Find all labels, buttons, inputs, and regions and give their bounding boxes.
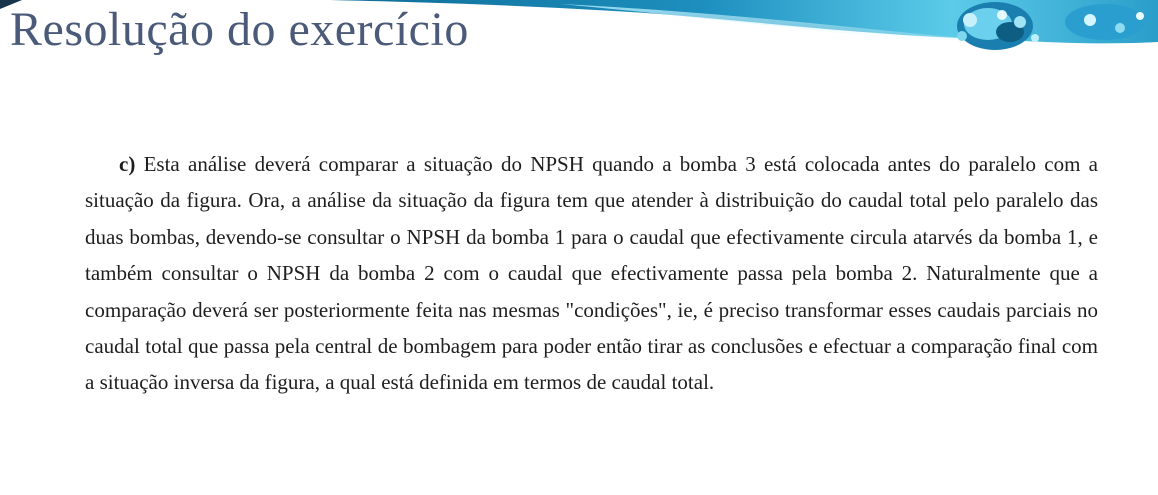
paragraph-text: Esta análise deverá comparar a situação do NPSH quando a bomba 3 está colocada antes do paralelo com a situação da figura. Ora, a análise da situação da figura tem que atender à distribuição do caudal total pelo paralelo das duas bombas, devendo-se consultar o NPSH da bomba 1 para o caudal que efectivamente circula atarvés da bomba 1, e também consultar o NPSH da bomba 2 com o caudal que efectivamente passa pela bomba 2. Naturalmente que a comparação deverá ser posteriormente feita nas mesmas "condições", ie, é preciso transformar esses caudais parciais no caudal total que passa pela central de bombagem para poder então tirar as conclusões e efectuar a comparação final com a situação inversa da figura, a qual está definida em termos de caudal total. — [85, 152, 1099, 395]
page-title: Resolução do exercício — [10, 3, 469, 56]
item-label: c) — [119, 152, 136, 176]
exercise-paragraph — [85, 146, 1098, 401]
